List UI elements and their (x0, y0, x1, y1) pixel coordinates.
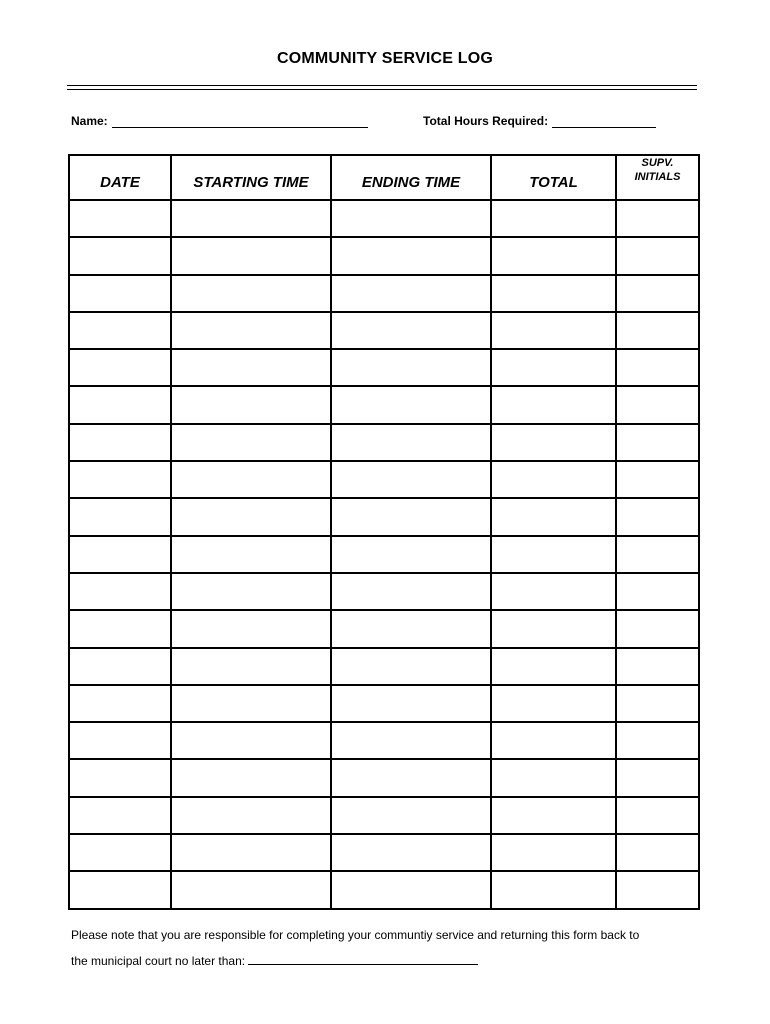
cell-supv-initials[interactable] (616, 200, 699, 237)
cell-ending-time[interactable] (331, 573, 491, 610)
total-hours-field (423, 114, 656, 128)
cell-ending-time[interactable] (331, 424, 491, 461)
cell-starting-time[interactable] (171, 685, 331, 722)
table-row (69, 461, 699, 498)
table-row (69, 349, 699, 386)
cell-ending-time[interactable] (331, 722, 491, 759)
cell-total[interactable] (491, 386, 616, 423)
cell-ending-time[interactable] (331, 349, 491, 386)
cell-ending-time[interactable] (331, 275, 491, 312)
header-ending-time: ENDING TIME (331, 155, 491, 200)
cell-starting-time[interactable] (171, 573, 331, 610)
cell-supv-initials[interactable] (616, 536, 699, 573)
cell-starting-time[interactable] (171, 349, 331, 386)
cell-total[interactable] (491, 349, 616, 386)
cell-supv-initials[interactable] (616, 498, 699, 535)
cell-date[interactable] (69, 685, 171, 722)
cell-starting-time[interactable] (171, 871, 331, 908)
header-date: DATE (69, 155, 171, 200)
cell-supv-initials[interactable] (616, 573, 699, 610)
cell-starting-time[interactable] (171, 834, 331, 871)
table-header-row (69, 155, 699, 200)
cell-date[interactable] (69, 461, 171, 498)
cell-date[interactable] (69, 237, 171, 274)
cell-total[interactable] (491, 610, 616, 647)
cell-ending-time[interactable] (331, 834, 491, 871)
cell-date[interactable] (69, 275, 171, 312)
footer-note (71, 922, 711, 974)
cell-starting-time[interactable] (171, 648, 331, 685)
cell-date[interactable] (69, 312, 171, 349)
table-row (69, 498, 699, 535)
cell-starting-time[interactable] (171, 200, 331, 237)
cell-total[interactable] (491, 685, 616, 722)
cell-total[interactable] (491, 573, 616, 610)
cell-total[interactable] (491, 275, 616, 312)
cell-total[interactable] (491, 237, 616, 274)
cell-starting-time[interactable] (171, 424, 331, 461)
footer-line-1: Please note that you are responsible for completing your communtiy service and returning this form back to (71, 928, 640, 942)
cell-ending-time[interactable] (331, 871, 491, 908)
table-row (69, 424, 699, 461)
cell-total[interactable] (491, 834, 616, 871)
cell-total[interactable] (491, 871, 616, 908)
title-divider (67, 89, 697, 90)
cell-supv-initials[interactable] (616, 461, 699, 498)
name-label: Name: (71, 114, 108, 128)
cell-ending-time[interactable] (331, 759, 491, 796)
cell-date[interactable] (69, 536, 171, 573)
cell-starting-time[interactable] (171, 461, 331, 498)
table-row (69, 200, 699, 237)
cell-ending-time[interactable] (331, 685, 491, 722)
table-row (69, 536, 699, 573)
cell-starting-time[interactable] (171, 386, 331, 423)
cell-date[interactable] (69, 349, 171, 386)
cell-total[interactable] (491, 536, 616, 573)
cell-total[interactable] (491, 461, 616, 498)
cell-starting-time[interactable] (171, 536, 331, 573)
table-row (69, 648, 699, 685)
cell-starting-time[interactable] (171, 759, 331, 796)
cell-ending-time[interactable] (331, 237, 491, 274)
cell-ending-time[interactable] (331, 461, 491, 498)
deadline-blank-line[interactable] (248, 951, 478, 965)
cell-date[interactable] (69, 871, 171, 908)
header-supv: SUPV. (641, 157, 674, 169)
cell-date[interactable] (69, 722, 171, 759)
total-hours-label: Total Hours Required: (423, 114, 549, 128)
cell-total[interactable] (491, 797, 616, 834)
cell-supv-initials[interactable] (616, 759, 699, 796)
cell-total[interactable] (491, 424, 616, 461)
cell-ending-time[interactable] (331, 536, 491, 573)
total-hours-blank-line[interactable] (552, 114, 656, 128)
cell-ending-time[interactable] (331, 498, 491, 535)
cell-date[interactable] (69, 386, 171, 423)
name-blank-line[interactable] (112, 114, 368, 128)
cell-ending-time[interactable] (331, 648, 491, 685)
cell-supv-initials[interactable] (616, 610, 699, 647)
cell-supv-initials[interactable] (616, 312, 699, 349)
cell-date[interactable] (69, 200, 171, 237)
cell-date[interactable] (69, 610, 171, 647)
service-log-table (68, 154, 700, 910)
cell-ending-time[interactable] (331, 200, 491, 237)
deadline-label: the municipal court no later than: (71, 954, 246, 968)
table-row (69, 834, 699, 871)
cell-ending-time[interactable] (331, 312, 491, 349)
table-row (69, 797, 699, 834)
cell-supv-initials[interactable] (616, 871, 699, 908)
cell-starting-time[interactable] (171, 237, 331, 274)
cell-starting-time[interactable] (171, 275, 331, 312)
document-title: COMMUNITY SERVICE LOG (276, 50, 494, 67)
table-row (69, 312, 699, 349)
cell-supv-initials[interactable] (616, 349, 699, 386)
header-supv-initials (616, 155, 699, 200)
cell-total[interactable] (491, 648, 616, 685)
cell-supv-initials[interactable] (616, 424, 699, 461)
cell-total[interactable] (491, 759, 616, 796)
name-field (71, 114, 368, 128)
table-row (69, 722, 699, 759)
cell-total[interactable] (491, 312, 616, 349)
cell-supv-initials[interactable] (616, 722, 699, 759)
cell-starting-time[interactable] (171, 797, 331, 834)
table-row (69, 237, 699, 274)
cell-starting-time[interactable] (171, 498, 331, 535)
cell-total[interactable] (491, 722, 616, 759)
cell-date[interactable] (69, 498, 171, 535)
title-divider (67, 85, 697, 86)
header-initials: INITIALS (634, 171, 681, 183)
cell-total[interactable] (491, 200, 616, 237)
cell-supv-initials[interactable] (616, 386, 699, 423)
cell-date[interactable] (69, 648, 171, 685)
cell-supv-initials[interactable] (616, 237, 699, 274)
cell-supv-initials[interactable] (616, 275, 699, 312)
cell-date[interactable] (69, 573, 171, 610)
cell-supv-initials[interactable] (616, 648, 699, 685)
table-row (69, 275, 699, 312)
cell-ending-time[interactable] (331, 610, 491, 647)
header-total: TOTAL (491, 155, 616, 200)
cell-supv-initials[interactable] (616, 685, 699, 722)
table-row (69, 685, 699, 722)
table-row (69, 386, 699, 423)
table-row (69, 871, 699, 908)
cell-date[interactable] (69, 797, 171, 834)
header-starting-time: STARTING TIME (171, 155, 331, 200)
cell-starting-time[interactable] (171, 610, 331, 647)
cell-date[interactable] (69, 834, 171, 871)
cell-supv-initials[interactable] (616, 797, 699, 834)
table-body (69, 200, 699, 909)
table-row (69, 573, 699, 610)
cell-supv-initials[interactable] (616, 834, 699, 871)
cell-ending-time[interactable] (331, 386, 491, 423)
cell-date[interactable] (69, 759, 171, 796)
table-row (69, 610, 699, 647)
table-row (69, 759, 699, 796)
cell-total[interactable] (491, 498, 616, 535)
cell-ending-time[interactable] (331, 797, 491, 834)
cell-date[interactable] (69, 424, 171, 461)
cell-starting-time[interactable] (171, 722, 331, 759)
footer-line-2 (71, 948, 711, 974)
cell-starting-time[interactable] (171, 312, 331, 349)
